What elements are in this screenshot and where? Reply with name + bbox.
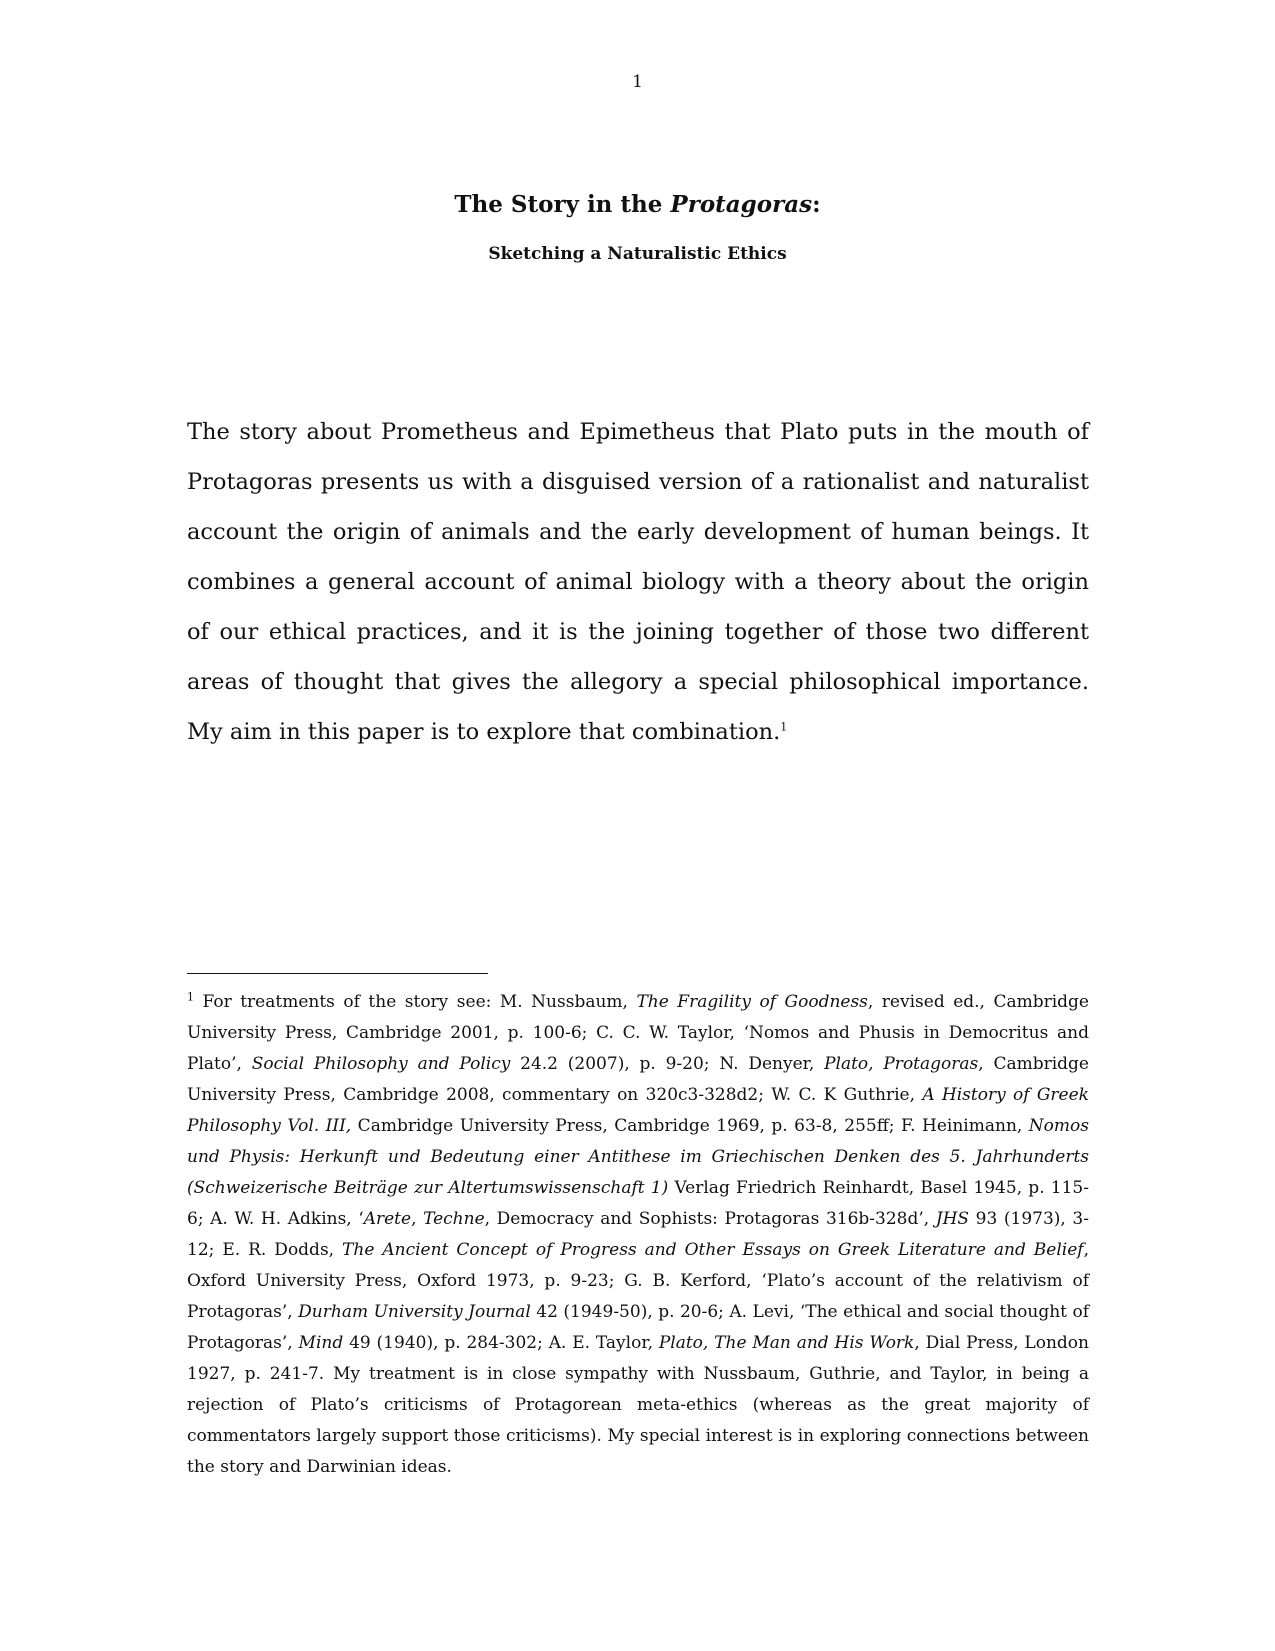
footnote-italic-segment: Durham University Journal	[298, 1302, 531, 1322]
footnote-divider	[187, 973, 488, 974]
footnote-italic-segment: Social Philosophy and Policy	[251, 1054, 511, 1074]
footnote-segment: , Democracy and Sophists: Protagoras 316b-328d’,	[484, 1209, 936, 1229]
footnote-segment: 49 (1940), p. 284-302; A. E. Taylor,	[343, 1333, 659, 1353]
title-suffix: :	[812, 191, 821, 218]
page-number: 1	[632, 72, 643, 92]
footnote-italic-segment: Mind	[298, 1333, 344, 1353]
footnote-segment: , revised ed., Cambridge University Press, Cambridge 2001, p. 100-6; C. C. W. Taylor, ‘Nomos and Phusis in Democritus and Plato’,	[187, 992, 1089, 1074]
footnote-italic-segment: Plato, Protagoras	[824, 1054, 979, 1074]
footnote-segment: 93 (1973), 3-12; E. R. Dodds,	[187, 1209, 1089, 1260]
footnote	[187, 987, 1089, 1483]
footnote-segment: Cambridge University Press, Cambridge 1969, p. 63-8, 255ff; F. Heinimann,	[351, 1116, 1029, 1136]
footnote-segment: 24.2 (2007), p. 9-20; N. Denyer,	[510, 1054, 825, 1074]
footnote-italic-segment: JHS	[935, 1209, 970, 1229]
footnote-segment: , Cambridge University Press, Cambridge 2008, commentary on 320c3-328d2; W. C. K Guthrie,	[187, 1054, 1089, 1105]
footnote-italic-segment: A History of Greek Philosophy Vol. III,	[187, 1085, 1089, 1136]
footnote-text	[187, 992, 1089, 1477]
footnote-italic-segment: The Fragility of Goodness	[636, 992, 868, 1012]
footnote-italic-segment: Arete	[363, 1209, 412, 1229]
footnote-segment: For treatments of the story see: M. Nussbaum,	[194, 992, 637, 1012]
footnote-italic-segment: Techne	[423, 1209, 485, 1229]
footnote-segment: , Oxford University Press, Oxford 1973, p. 9-23; G. B. Kerford, ‘Plato’s account of the relativism of Protagoras’,	[187, 1240, 1089, 1322]
body-text: The story about Prometheus and Epimetheus that Plato puts in the mouth of Protagoras presents us with a disguised version of a rationalist and naturalist account the origin of animals and the early development of human beings. It combines a general account of animal biology with a theory about the origin of our ethical practices, and it is the joining together of those two different areas of thought that gives the allegory a special philosophical importance. My aim in this paper is to explore that combination.	[187, 419, 1089, 745]
title-prefix: The Story in the	[454, 191, 671, 218]
footnote-italic-segment: Nomos und Physis: Herkunft und Bedeutung einer Antithese im Griechischen Denken des 5. Jahrhunderts (Schweizerische Beiträge zur Altertumswissenschaft 1)	[187, 1116, 1089, 1198]
footnote-segment: Verlag Friedrich Reinhardt, Basel 1945, p. 115-6; A. W. H. Adkins, ‘	[187, 1178, 1089, 1229]
body-paragraph	[187, 407, 1089, 757]
footnote-italic-segment: Plato, The Man and His Work	[658, 1333, 915, 1353]
footnote-reference[interactable]: 1	[780, 720, 788, 734]
paper-title	[0, 191, 1275, 218]
footnote-segment: , Dial Press, London 1927, p. 241-7. My treatment is in close sympathy with Nussbaum, Guthrie, and Taylor, in being a rejection of Plato’s criticisms of Protagorean meta-ethics (whereas as the great majority of commentators largely support those criticisms). My special interest is in exploring connections between the story and Darwinian ideas.	[187, 1333, 1089, 1477]
title-italic: Protagoras	[670, 191, 813, 218]
paper-subtitle: Sketching a Naturalistic Ethics	[488, 244, 787, 264]
footnote-marker: 1	[187, 990, 194, 1004]
footnote-segment: 42 (1949-50), p. 20-6; A. Levi, ‘The ethical and social thought of Protagoras’,	[187, 1302, 1089, 1353]
footnote-segment: ,	[411, 1209, 424, 1229]
footnote-italic-segment: The Ancient Concept of Progress and Other Essays on Greek Literature and Belief	[342, 1240, 1084, 1260]
